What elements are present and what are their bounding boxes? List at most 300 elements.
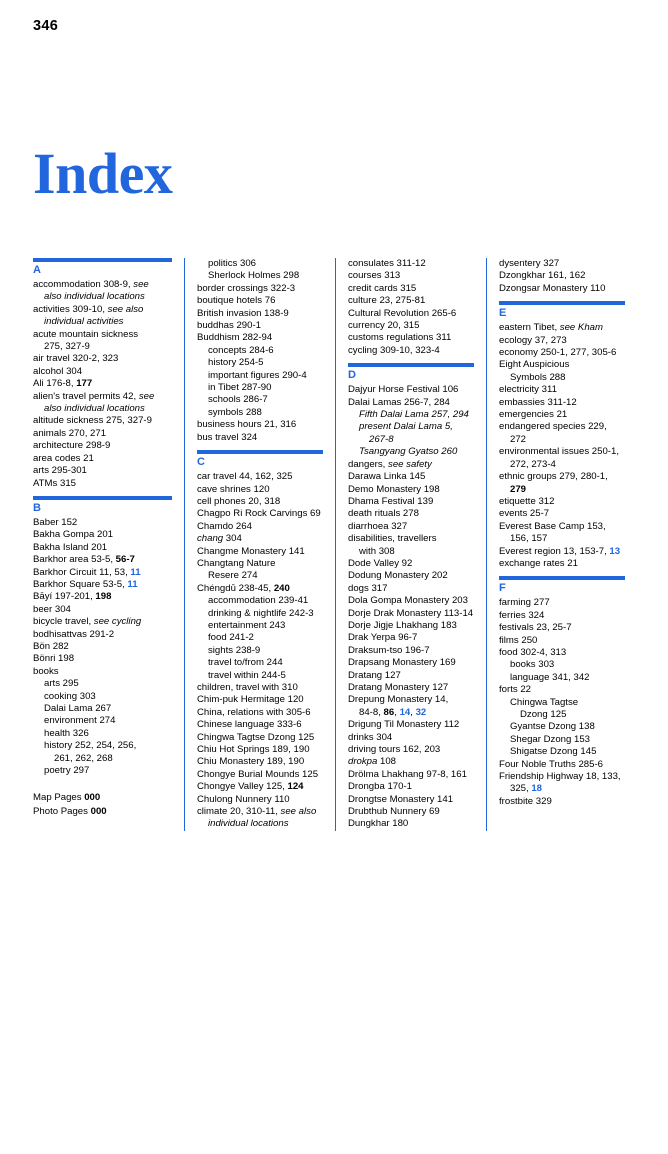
index-entry[interactable] — [197, 394, 323, 406]
index-entry[interactable] — [33, 291, 172, 303]
entry-text: Barkhor Circuit 11, 53, — [33, 566, 131, 578]
index-entry[interactable] — [33, 765, 172, 777]
index-entry[interactable] — [499, 796, 625, 808]
index-entry[interactable] — [499, 508, 625, 520]
entry-text: present Dalai Lama 5, — [359, 421, 453, 433]
index-entry[interactable] — [33, 703, 172, 715]
index-entry[interactable] — [499, 684, 625, 696]
entry-text: British invasion 138-9 — [197, 307, 289, 319]
entry-text: Ali 176-8, — [33, 378, 77, 390]
index-entry[interactable] — [197, 258, 323, 270]
entry-text: 275, 327-9 — [44, 341, 90, 353]
index-entry[interactable] — [33, 740, 172, 752]
index-entry[interactable] — [197, 694, 323, 706]
index-entry[interactable] — [499, 459, 625, 471]
index-entry[interactable] — [499, 771, 625, 783]
entry-text: Dajyur Horse Festival 106 — [348, 384, 459, 396]
index-entry[interactable] — [33, 428, 172, 440]
entry-text: economy 250-1, 277, 305-6 — [499, 347, 617, 359]
entry-text: Four Noble Truths 285-6 — [499, 758, 603, 770]
entry-text: farming 277 — [499, 597, 550, 609]
entry-text: ferries 324 — [499, 609, 545, 621]
index-entry[interactable] — [499, 610, 625, 622]
entry-text: Changme Monastery 141 — [197, 545, 305, 557]
page-ref-bold: 124 — [287, 781, 304, 793]
index-entry[interactable] — [348, 533, 474, 545]
entry-text: children, travel with 310 — [197, 682, 298, 693]
index-entry[interactable] — [499, 721, 625, 733]
page-ref-highlight: 32 — [415, 706, 427, 718]
entry-text: Friendship Highway 18, 133, — [499, 771, 621, 783]
entry-text: air travel 320-2, 323 — [33, 353, 119, 365]
entry-text: Drak Yerpa 96-7 — [348, 632, 418, 644]
index-entry[interactable] — [33, 304, 172, 316]
page-ref-highlight: 11 — [127, 578, 138, 590]
index-entry[interactable] — [499, 597, 625, 609]
index-entry[interactable] — [33, 653, 172, 665]
index-entry[interactable] — [33, 279, 172, 291]
entry-text: Changtang Nature — [197, 557, 276, 569]
index-entry[interactable] — [33, 415, 172, 427]
index-entry[interactable] — [499, 384, 625, 396]
index-entry[interactable] — [348, 756, 474, 768]
index-entry[interactable] — [348, 608, 474, 620]
index-entry[interactable] — [499, 659, 625, 671]
entry-text: Chéngdū 238-45, — [197, 582, 274, 594]
legend-item — [33, 791, 172, 805]
index-entry[interactable] — [499, 521, 625, 533]
entry-text: consulates 311-12 — [348, 258, 426, 269]
page-ref-highlight: 11 — [130, 566, 141, 578]
index-entry[interactable] — [499, 258, 625, 270]
index-entry[interactable] — [197, 332, 323, 344]
entry-text: driving tours 162, 203 — [348, 744, 441, 756]
index-entry[interactable] — [348, 345, 474, 357]
entry-text: cell phones 20, 318 — [197, 495, 281, 507]
index-entry[interactable] — [348, 645, 474, 657]
index-entry[interactable] — [33, 678, 172, 690]
index-entry[interactable] — [33, 629, 172, 641]
index-entry[interactable] — [197, 382, 323, 394]
entry-text: Gyantse Dzong 138 — [510, 721, 595, 733]
index-entry[interactable] — [33, 453, 172, 465]
entry-text: Shigatse Dzong 145 — [510, 746, 597, 758]
index-entry[interactable] — [348, 818, 474, 830]
index-entry[interactable] — [197, 781, 323, 793]
index-entry[interactable] — [197, 794, 323, 806]
index-entry[interactable] — [348, 409, 474, 421]
index-entry[interactable] — [499, 783, 625, 795]
index-entry[interactable] — [197, 583, 323, 595]
entry-text: customs regulations 311 — [348, 332, 452, 344]
entry-text: , — [410, 706, 416, 718]
index-entry[interactable] — [499, 533, 625, 545]
index-entry[interactable] — [348, 546, 474, 558]
index-entry[interactable] — [499, 471, 625, 483]
index-entry[interactable] — [33, 403, 172, 415]
entry-text: border crossings 322-3 — [197, 282, 296, 294]
index-entry[interactable] — [348, 459, 474, 471]
column-content — [499, 258, 625, 808]
index-entry[interactable] — [348, 295, 474, 307]
index-entry[interactable] — [197, 818, 323, 830]
entry-text: Buddhism 282-94 — [197, 332, 273, 344]
entry-text: Bakha Island 201 — [33, 541, 108, 553]
index-entry[interactable] — [348, 496, 474, 508]
index-entry[interactable] — [197, 320, 323, 332]
entry-text: frostbite 329 — [499, 795, 552, 807]
entry-text: Drubthub Nunnery 69 — [348, 806, 440, 818]
index-entry[interactable] — [197, 432, 323, 444]
letter-heading-e: E — [499, 307, 507, 320]
entry-text: cooking 303 — [44, 690, 96, 702]
index-entry[interactable] — [348, 682, 474, 694]
entry-text: Dzong 125 — [520, 709, 567, 720]
index-entry[interactable] — [348, 719, 474, 731]
entry-text: endangered species 229, — [499, 421, 607, 433]
index-entry[interactable] — [499, 270, 625, 282]
entry-text: bodhisattvas 291-2 — [33, 628, 115, 640]
index-entry[interactable] — [33, 542, 172, 554]
legend-value: 000 — [84, 792, 101, 804]
entry-text: acute mountain sickness — [33, 328, 139, 340]
index-entry[interactable] — [499, 759, 625, 771]
index-entry[interactable] — [499, 622, 625, 634]
entry-text: accommodation 308-9, — [33, 279, 134, 290]
letter-divider — [33, 258, 172, 262]
letter-heading-d: D — [348, 369, 356, 382]
index-entry[interactable] — [499, 372, 625, 384]
index-entry[interactable] — [499, 709, 625, 721]
index-entry[interactable] — [348, 781, 474, 793]
legend-value: 000 — [90, 805, 107, 817]
index-entry[interactable] — [348, 270, 474, 282]
column-content — [348, 258, 474, 831]
index-entry[interactable] — [499, 397, 625, 409]
index-entry[interactable] — [33, 529, 172, 541]
index-entry[interactable] — [197, 570, 323, 582]
index-entry[interactable] — [197, 407, 323, 419]
index-entry[interactable] — [348, 558, 474, 570]
entry-text: Barkhor Square 53-5, — [33, 578, 128, 590]
index-entry[interactable] — [33, 579, 172, 591]
entry-text: Eight Auspicious — [499, 359, 570, 371]
entry-text: books 303 — [510, 659, 555, 671]
entry-text: important figures 290-4 — [208, 369, 307, 381]
entry-text: symbols 288 — [208, 406, 262, 418]
page-ref-bold: 177 — [76, 378, 93, 390]
index-entry[interactable] — [33, 554, 172, 566]
index-entry[interactable] — [197, 308, 323, 320]
entry-text: Bāyí 197-201, — [33, 591, 96, 603]
entry-text: diarrhoea 327 — [348, 520, 408, 532]
entry-text: 84-8, — [359, 706, 384, 718]
entry-text: chang — [197, 533, 224, 545]
entry-text: climate 20, 310-11, — [197, 806, 281, 818]
entry-text: Chongye Valley 125, — [197, 781, 288, 793]
index-entry[interactable] — [499, 672, 625, 684]
column-2 — [184, 258, 335, 831]
index-entry[interactable] — [348, 632, 474, 644]
index-entry[interactable] — [499, 635, 625, 647]
index-entry[interactable] — [33, 715, 172, 727]
entry-text: beer 304 — [33, 603, 71, 615]
entry-text: Tsangyang Gyatso 260 — [359, 446, 458, 458]
entry-text: individual activities — [44, 316, 124, 328]
entry-text: culture 23, 275-81 — [348, 295, 426, 307]
entry-text: 325, — [510, 783, 532, 795]
index-entry[interactable] — [348, 794, 474, 806]
index-entry[interactable] — [197, 769, 323, 781]
index-entry[interactable] — [499, 359, 625, 371]
entry-text: car travel 44, 162, 325 — [197, 471, 293, 483]
entry-text: alcohol 304 — [33, 365, 83, 377]
index-entry[interactable] — [348, 670, 474, 682]
entry-text: arts 295 — [44, 678, 79, 690]
letter-divider — [197, 450, 323, 454]
entry-text: accommodation 239-41 — [208, 595, 309, 607]
index-entry[interactable] — [348, 806, 474, 818]
index-entry[interactable] — [33, 465, 172, 477]
legend-item — [33, 805, 172, 819]
index-entry[interactable] — [499, 283, 625, 295]
entry-text: Bönri 198 — [33, 653, 75, 665]
index-entry[interactable] — [33, 366, 172, 378]
index-entry[interactable] — [348, 620, 474, 632]
index-entry[interactable] — [197, 595, 323, 607]
index-entry[interactable] — [197, 608, 323, 620]
entry-text: see Kham — [559, 322, 603, 334]
letter-divider — [499, 301, 625, 305]
index-entry[interactable] — [348, 732, 474, 744]
entry-text: sights 238-9 — [208, 644, 261, 656]
entry-text: courses 313 — [348, 270, 401, 282]
entry-text: Chim-puk Hermitage 120 — [197, 694, 304, 706]
entry-text: language 341, 342 — [510, 671, 590, 683]
index-entry[interactable] — [33, 316, 172, 328]
index-entry[interactable] — [348, 694, 474, 706]
index-entry[interactable] — [197, 283, 323, 295]
index-entry[interactable] — [348, 744, 474, 756]
index-entry[interactable] — [197, 645, 323, 657]
entry-text: Dorje Drak Monastery 113-14 — [348, 607, 474, 619]
legend — [33, 791, 172, 818]
index-entry[interactable] — [197, 620, 323, 632]
entry-text: travel to/from 244 — [208, 657, 283, 669]
index-entry[interactable] — [348, 521, 474, 533]
entry-text: Dalai Lamas 256-7, 284 — [348, 396, 450, 408]
entry-text: Drongba 170-1 — [348, 781, 413, 793]
entry-text: activities 309-10, — [33, 303, 108, 315]
index-entry[interactable] — [499, 421, 625, 433]
entry-text: etiquette 312 — [499, 495, 555, 507]
index-entry[interactable] — [197, 732, 323, 744]
entry-text: Barkhor area 53-5, — [33, 554, 116, 566]
index-entry[interactable] — [499, 347, 625, 359]
entry-text: Bakha Gompa 201 — [33, 529, 114, 541]
index-entry[interactable] — [197, 657, 323, 669]
index-entry[interactable] — [348, 421, 474, 433]
entry-text: animals 270, 271 — [33, 427, 107, 439]
index-entry[interactable] — [197, 806, 323, 818]
entry-text: see also — [107, 303, 144, 315]
index-entry[interactable] — [33, 591, 172, 603]
index-entry[interactable] — [33, 604, 172, 616]
entry-text: Drapsang Monastery 169 — [348, 657, 456, 669]
entry-text: Dode Valley 92 — [348, 557, 413, 569]
entry-text: Chiu Monastery 189, 190 — [197, 756, 305, 768]
entry-text: Everest Base Camp 153, — [499, 520, 606, 532]
letter-divider — [33, 496, 172, 500]
index-entry[interactable] — [33, 728, 172, 740]
index-entry[interactable] — [197, 744, 323, 756]
index-columns — [33, 258, 637, 831]
entry-text: , — [394, 706, 400, 718]
entry-text: history 254-5 — [208, 357, 264, 369]
index-entry[interactable] — [197, 558, 323, 570]
index-entry[interactable] — [33, 378, 172, 390]
index-entry[interactable] — [348, 283, 474, 295]
index-entry[interactable] — [499, 558, 625, 570]
index-entry[interactable] — [348, 583, 474, 595]
index-entry[interactable] — [348, 258, 474, 270]
index-entry[interactable] — [499, 647, 625, 659]
index-entry[interactable] — [33, 329, 172, 341]
index-entry[interactable] — [348, 769, 474, 781]
index-entry[interactable] — [499, 434, 625, 446]
index-entry[interactable] — [197, 345, 323, 357]
entry-text: eastern Tibet, — [499, 322, 560, 334]
index-entry[interactable] — [348, 446, 474, 458]
index-entry[interactable] — [348, 570, 474, 582]
index-entry[interactable] — [348, 397, 474, 409]
entry-text: festivals 23, 25-7 — [499, 622, 572, 634]
page-ref-bold: 198 — [95, 591, 112, 603]
index-entry[interactable] — [348, 308, 474, 320]
index-entry[interactable] — [197, 756, 323, 768]
index-entry[interactable] — [499, 746, 625, 758]
index-entry[interactable] — [499, 697, 625, 709]
index-entry[interactable] — [499, 446, 625, 458]
index-entry[interactable] — [33, 353, 172, 365]
index-entry[interactable] — [33, 341, 172, 353]
index-entry[interactable] — [33, 391, 172, 403]
index-entry[interactable] — [348, 595, 474, 607]
index-entry[interactable] — [197, 533, 323, 545]
entry-text: 304 — [223, 533, 242, 545]
index-entry[interactable] — [33, 616, 172, 628]
index-entry[interactable] — [197, 546, 323, 558]
index-entry[interactable] — [348, 320, 474, 332]
entry-text: China, relations with 305-6 — [197, 706, 311, 718]
index-entry[interactable] — [499, 734, 625, 746]
column-content — [197, 258, 323, 831]
index-entry[interactable] — [197, 632, 323, 644]
entry-text: Dalai Lama 267 — [44, 703, 112, 714]
index-entry[interactable] — [197, 484, 323, 496]
entry-text: ethnic groups 279, 280-1, — [499, 471, 608, 483]
index-entry[interactable] — [33, 666, 172, 678]
entry-text: architecture 298-9 — [33, 440, 111, 452]
entry-text: drinks 304 — [348, 731, 393, 743]
index-entry[interactable] — [348, 471, 474, 483]
index-entry[interactable] — [197, 670, 323, 682]
index-entry[interactable] — [33, 440, 172, 452]
entry-text: concepts 284-6 — [208, 344, 274, 356]
entry-text: 156, 157 — [510, 533, 548, 545]
index-entry[interactable] — [33, 478, 172, 490]
index-entry[interactable] — [499, 322, 625, 334]
column-3 — [335, 258, 486, 831]
entry-text: Darawa Linka 145 — [348, 471, 426, 483]
index-entry[interactable] — [33, 691, 172, 703]
entry-text: drinking & nightlife 242-3 — [208, 607, 314, 619]
entry-text: Drepung Monastery 14, — [348, 694, 449, 706]
index-entry[interactable] — [33, 753, 172, 765]
index-entry[interactable] — [348, 434, 474, 446]
entry-text: health 326 — [44, 727, 89, 739]
index-entry[interactable] — [197, 707, 323, 719]
index-entry[interactable] — [33, 641, 172, 653]
index-entry[interactable] — [197, 471, 323, 483]
entry-text: Cultural Revolution 265-6 — [348, 307, 457, 319]
index-entry[interactable] — [197, 496, 323, 508]
entry-text: dogs 317 — [348, 582, 388, 594]
index-entry[interactable] — [197, 508, 323, 520]
entry-text: individual locations — [208, 818, 289, 830]
index-entry[interactable] — [499, 496, 625, 508]
index-entry[interactable] — [499, 546, 625, 558]
entry-text: in Tibet 287-90 — [208, 382, 272, 394]
index-entry[interactable] — [348, 384, 474, 396]
index-entry[interactable] — [348, 484, 474, 496]
index-entry[interactable] — [499, 484, 625, 496]
index-entry[interactable] — [33, 517, 172, 529]
entry-text: Chongye Burial Mounds 125 — [197, 768, 319, 780]
entry-text: 272 — [510, 433, 527, 445]
entry-text: bicycle travel, — [33, 616, 94, 628]
entry-text: see safety — [388, 458, 432, 470]
index-entry[interactable] — [348, 657, 474, 669]
entry-text: Symbols 288 — [510, 371, 566, 383]
index-entry[interactable] — [348, 707, 474, 719]
index-entry[interactable] — [197, 270, 323, 282]
entry-text: Shegar Dzong 153 — [510, 733, 591, 745]
entry-text: with 308 — [359, 545, 395, 557]
entry-text: Dhama Festival 139 — [348, 495, 434, 507]
index-entry[interactable] — [197, 295, 323, 307]
entry-text: exchange rates 21 — [499, 557, 578, 569]
index-entry[interactable] — [197, 521, 323, 533]
entry-text: books — [33, 665, 59, 677]
entry-text: 108 — [377, 756, 397, 768]
index-entry[interactable] — [499, 335, 625, 347]
index-entry[interactable] — [499, 409, 625, 421]
index-entry[interactable] — [348, 332, 474, 344]
index-entry[interactable] — [197, 719, 323, 731]
index-entry[interactable] — [197, 370, 323, 382]
index-entry[interactable] — [348, 508, 474, 520]
index-entry[interactable] — [33, 567, 172, 579]
index-entry[interactable] — [197, 419, 323, 431]
entry-text: Chiu Hot Springs 189, 190 — [197, 744, 310, 756]
entry-text: bus travel 324 — [197, 431, 258, 443]
entry-text: embassies 311-12 — [499, 396, 577, 408]
entry-text: Chingwa Tagtse — [510, 696, 579, 708]
index-entry[interactable] — [197, 682, 323, 694]
index-entry[interactable] — [197, 357, 323, 369]
entry-text: Dola Gompa Monastery 203 — [348, 595, 468, 607]
